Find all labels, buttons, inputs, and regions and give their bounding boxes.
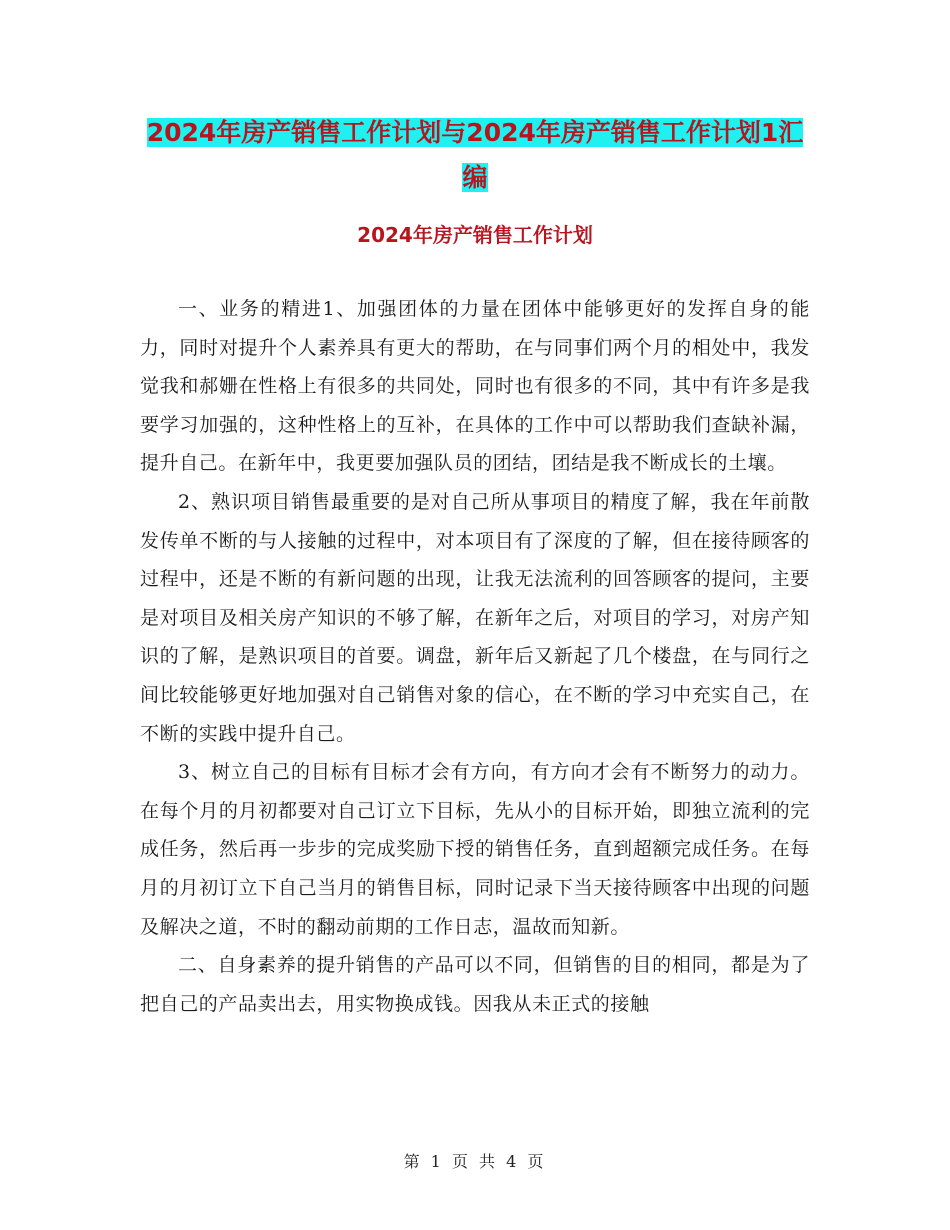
section-title: 2024年房产销售工作计划 <box>357 223 593 247</box>
document-title-text: 2024年房产销售工作计划与2024年房产销售工作计划1汇编 <box>146 118 804 192</box>
document-title <box>140 110 810 200</box>
paragraph-know-project: 2、熟识项目销售最重要的是对自己所从事项目的精度了解，我在年前散发传单不断的与人接触的过程中，对本项目有了深度的了解，但在接待顾客的过程中，还是不断的有新问题的出现，让我无法流利的回答顾客的提问，主要是对项目及相关房产知识的不够了解，在新年之后，对项目的学习，对房产知识的了解，是熟识项目的首要。调盘，新年后又新起了几个楼盘，在与同行之间比较能够更好地加强对自己销售对象的信心，在不断的学习中充实自己，在不断的实践中提升自己。 <box>140 490 810 745</box>
document-body <box>140 290 810 1023</box>
paragraph-business-improvement: 一、业务的精进1、加强团体的力量在团体中能够更好的发挥自身的能力，同时对提升个人素养具有更大的帮助，在与同事们两个月的相处中，我发觉我和郝姗在性格上有很多的共同处，同时也有很多的不同，其中有许多是我要学习加强的，这种性格上的互补，在具体的工作中可以帮助我们查缺补漏，提升自己。在新年中，我更要加强队员的团结，团结是我不断成长的土壤。 <box>140 298 810 475</box>
page-number-footer: 第 1 页 共 4 页 <box>403 1152 547 1171</box>
paragraph-self-improvement: 二、自身素养的提升销售的产品可以不同，但销售的目的相同，都是为了把自己的产品卖出去，用实物换成钱。因我从未正式的接触 <box>140 954 810 1015</box>
paragraph-set-goals: 3、树立自己的目标有目标才会有方向，有方向才会有不断努力的动力。在每个月的月初都要对自己订立下目标，先从小的目标开始，即独立流利的完成任务，然后再一步步的完成奖励下授的销售任务，直到超额完成任务。在每月的月初订立下自己当月的销售目标，同时记录下当天接待顾客中出现的问题及解决之道，不时的翻动前期的工作日志，温故而知新。 <box>140 761 810 938</box>
